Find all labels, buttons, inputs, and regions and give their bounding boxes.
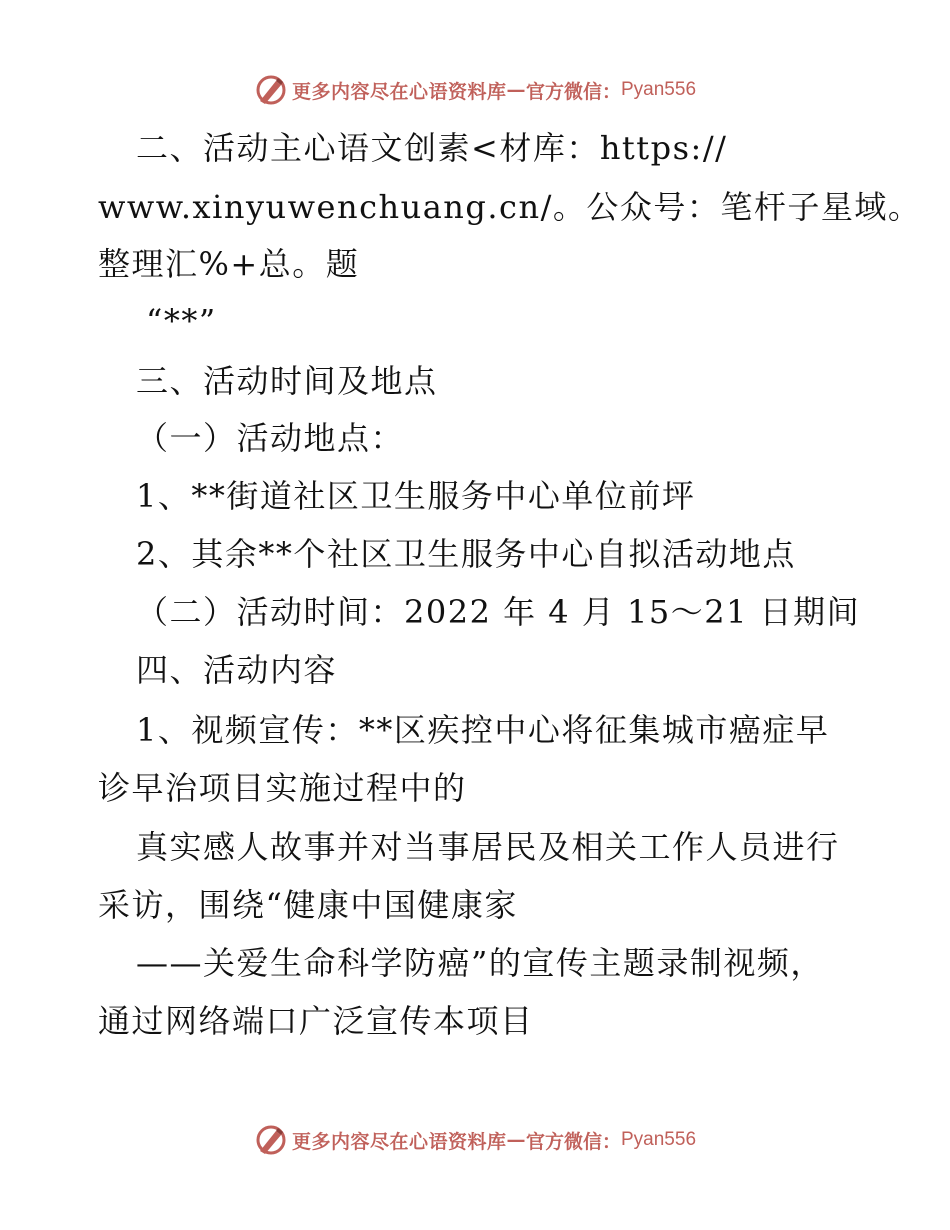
pen-circle-logo-icon — [254, 73, 288, 107]
watermark-contact-id: Pyan556 — [621, 79, 697, 100]
paragraph-line: 诊早治项目实施过程中的 — [98, 769, 467, 807]
paragraph-line: 采访，围绕“健康中国健康家 — [98, 886, 518, 924]
paragraph-line: 真实感人故事并对当事居民及相关工作人员进行 — [136, 828, 840, 866]
watermark-dash: — — [506, 79, 526, 101]
paragraph-line: 通过网络端口广泛宣传本项目 — [98, 1002, 534, 1040]
paragraph-line: www.xinyuwenchuang.cn/。公众号：笔杆子星域。 — [98, 188, 922, 226]
watermark-dash: — — [506, 1129, 526, 1151]
watermark-contact-id: Pyan556 — [621, 1129, 697, 1150]
paragraph-line: 整理汇%+总。题 — [98, 245, 360, 283]
paragraph-line: “**” — [146, 302, 217, 340]
watermark-brand-text: 更多内容尽在心语资料库 — [291, 1130, 507, 1153]
watermark-header — [0, 68, 950, 112]
watermark-footer — [0, 1118, 950, 1162]
list-item: 1、视频宣传：**区疾控中心将征集城市癌症早 — [136, 711, 830, 749]
watermark-brand-text: 更多内容尽在心语资料库 — [291, 80, 507, 103]
list-item: 2、其余**个社区卫生服务中心自拟活动地点 — [136, 535, 796, 573]
watermark-contact-label: 官方微信： — [525, 80, 621, 103]
watermark-contact-label: 官方微信： — [525, 1130, 621, 1153]
paragraph-line: ——关爱生命科学防癌”的宣传主题录制视频， — [136, 944, 824, 982]
pen-circle-logo-icon — [254, 1123, 288, 1157]
list-item: 1、**街道社区卫生服务中心单位前坪 — [136, 477, 696, 515]
section-heading: 三、活动时间及地点 — [136, 362, 438, 400]
section-heading: 四、活动内容 — [136, 651, 338, 689]
subsection-heading: （二）活动时间：2022 年 4 月 15～21 日期间 — [136, 593, 861, 631]
paragraph-line: 二、活动主心语文创素<材库：https:// — [136, 129, 728, 167]
subsection-heading: （一）活动地点： — [136, 419, 405, 457]
